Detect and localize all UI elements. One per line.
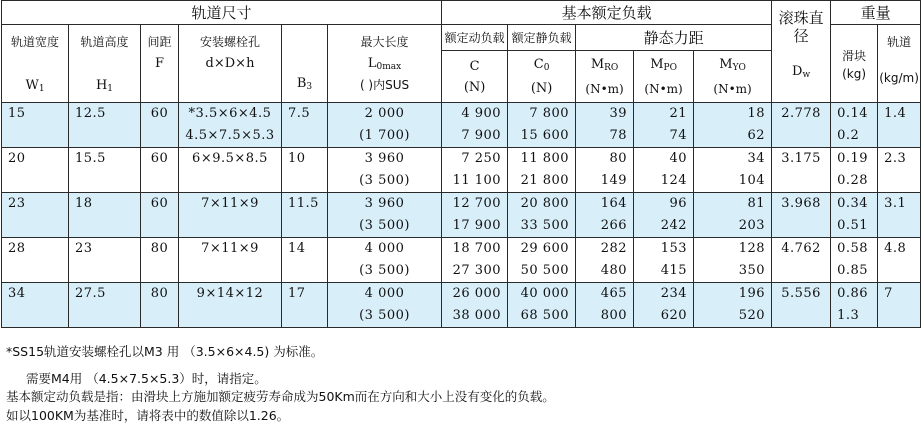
cell-moment-ro — [576, 193, 634, 238]
cell-ball-diameter-spacer — [772, 125, 830, 147]
cell-moment-ro-line-2: 800 — [600, 308, 628, 323]
table-body — [2, 103, 921, 328]
table-row — [2, 148, 921, 193]
cell-moment-yo-line-1: 81 — [747, 196, 766, 211]
cell-max-length-line-1: 4 000 — [364, 286, 405, 301]
col-rail-weight — [878, 25, 921, 103]
cell-rail-height-value: 23 — [75, 241, 93, 256]
cell-rail-weight — [878, 193, 921, 238]
cell-dynamic-load-line-1: 26 000 — [452, 286, 502, 301]
cell-moment-po-line-2: 415 — [660, 263, 688, 278]
cell-dynamic-load-line-1: 4 900 — [461, 106, 502, 121]
cell-max-length — [328, 283, 442, 328]
cell-moment-yo-line-1: 196 — [738, 286, 766, 301]
cell-static-load — [508, 238, 576, 283]
cell-pitch-spacer — [141, 170, 178, 192]
cell-static-load-line-1: 29 600 — [520, 241, 570, 256]
cell-dynamic-load-line-1: 18 700 — [452, 241, 502, 256]
cell-moment-yo-line-1: 34 — [747, 151, 766, 166]
cell-moment-yo-line-1: 18 — [747, 106, 766, 121]
cell-b3-value: 7.5 — [288, 106, 311, 121]
col-static-load-label: 额定静负载 — [508, 25, 576, 51]
cell-b3 — [282, 238, 328, 283]
cell-rail-width — [2, 148, 69, 193]
cell-block-weight-line-2: 1.3 — [837, 308, 860, 323]
cell-moment-po-line-1: 153 — [660, 241, 688, 256]
cell-rail-weight-value: 4.8 — [884, 241, 907, 256]
cell-moment-yo — [694, 283, 772, 328]
cell-pitch-spacer — [141, 260, 178, 282]
cell-rail-height — [69, 103, 141, 148]
cell-block-weight-line-1: 0.34 — [837, 196, 869, 211]
cell-ball-diameter-spacer — [772, 215, 830, 237]
dynamic-load-unit: (N) — [463, 79, 486, 95]
cell-static-load-line-2: 21 800 — [520, 173, 570, 188]
static-load-symbol: $C_0$ — [533, 57, 550, 73]
bolt-hole-label: 安装螺栓孔 — [199, 35, 260, 49]
cell-rail-weight-spacer — [884, 125, 920, 147]
pitch-symbol: F — [154, 56, 165, 71]
cell-rail-weight-value: 3.1 — [884, 196, 907, 211]
cell-moment-yo-line-1: 128 — [738, 241, 766, 256]
cell-bolt-hole — [179, 193, 282, 238]
cell-pitch-value: 80 — [150, 286, 169, 301]
cell-b3-value: 17 — [288, 286, 306, 301]
moment-ro-cell — [576, 51, 634, 103]
cell-moment-po-line-2: 242 — [660, 218, 688, 233]
cell-rail-height-spacer — [75, 260, 140, 282]
block-weight-label: 滑块 — [842, 49, 867, 63]
cell-bolt-hole-value: 9×14×12 — [196, 286, 264, 301]
cell-pitch — [141, 238, 179, 283]
cell-static-load-line-1: 40 000 — [520, 286, 570, 301]
cell-max-length-line-1: 2 000 — [364, 106, 405, 121]
cell-moment-yo-line-2: 104 — [738, 173, 766, 188]
cell-moment-po-line-1: 21 — [669, 106, 688, 121]
cell-moment-ro — [576, 238, 634, 283]
cell-moment-po-line-1: 96 — [669, 196, 688, 211]
cell-ball-diameter-value: 5.556 — [781, 286, 821, 301]
cell-max-length — [328, 193, 442, 238]
cell-max-length-line-1: 4 000 — [364, 241, 405, 256]
cell-static-load-line-2: 15 600 — [520, 128, 570, 143]
col-block-weight — [831, 25, 878, 103]
cell-ball-diameter — [772, 148, 831, 193]
cell-max-length — [328, 148, 442, 193]
cell-rail-width-value: 28 — [8, 241, 26, 256]
cell-pitch-value: 60 — [150, 151, 169, 166]
cell-ball-diameter-value: 3.175 — [781, 151, 821, 166]
cell-pitch — [141, 193, 179, 238]
cell-b3-spacer — [288, 215, 327, 237]
cell-moment-yo — [694, 103, 772, 148]
cell-rail-height — [69, 193, 141, 238]
cell-ball-diameter-value: 3.968 — [781, 196, 821, 211]
group-rail-dimensions: 轨道尺寸 — [2, 1, 442, 25]
cell-bolt-hole — [179, 148, 282, 193]
cell-dynamic-load-line-2: 38 000 — [452, 308, 502, 323]
cell-rail-weight-spacer — [884, 305, 920, 327]
cell-ball-diameter — [772, 193, 831, 238]
moment-po-symbol: $M_{PO}$ — [650, 57, 677, 73]
cell-bolt-hole — [179, 283, 282, 328]
note-m4-request: 需要M4用 （4.5×7.5×5.3）时，请指定。 — [26, 370, 267, 386]
b3-symbol: $B_3$ — [296, 76, 313, 92]
cell-dynamic-load — [442, 148, 508, 193]
cell-moment-po — [634, 103, 694, 148]
cell-block-weight — [831, 283, 878, 328]
cell-block-weight — [831, 193, 878, 238]
rail-spec-table — [1, 0, 921, 328]
cell-rail-width — [2, 283, 69, 328]
cell-static-load — [508, 103, 576, 148]
cell-rail-height-spacer — [75, 125, 140, 147]
cell-ball-diameter-value: 4.762 — [781, 241, 821, 256]
cell-ball-diameter — [772, 103, 831, 148]
cell-rail-width-value: 23 — [8, 196, 26, 211]
static-load-unit: (N) — [530, 81, 553, 96]
table-row — [2, 283, 921, 328]
col-dynamic-load-label: 额定动负载 — [442, 25, 508, 51]
moment-ro-unit: (N•m) — [585, 82, 624, 96]
col-rail-width — [2, 25, 69, 103]
notes — [6, 343, 555, 425]
rail-width-symbol: $W_1$ — [25, 78, 45, 94]
cell-ball-diameter — [772, 238, 831, 283]
cell-dynamic-load — [442, 193, 508, 238]
cell-static-load — [508, 148, 576, 193]
cell-pitch — [141, 283, 179, 328]
cell-moment-yo-line-2: 350 — [738, 263, 766, 278]
cell-rail-height-spacer — [75, 170, 140, 192]
cell-rail-weight-value: 7 — [884, 286, 893, 301]
cell-static-load-line-2: 50 500 — [520, 263, 570, 278]
cell-bolt-hole-value: 7×11×9 — [201, 196, 259, 211]
cell-ball-diameter-spacer — [772, 260, 830, 282]
cell-b3 — [282, 148, 328, 193]
rail-height-label: 轨道高度 — [80, 35, 129, 49]
group-weight: 重量 — [831, 1, 921, 25]
cell-block-weight-line-1: 0.14 — [837, 106, 869, 121]
cell-rail-weight — [878, 238, 921, 283]
note-load-definition: 基本额定动负载是指：由滑块上方施加额定疲劳寿命成为50Km而在方向和大小上没有变化的负载。 — [6, 389, 555, 404]
cell-bolt-hole — [179, 238, 282, 283]
cell-dynamic-load-line-1: 7 250 — [461, 151, 502, 166]
cell-max-length-line-2: (3 500) — [359, 218, 410, 233]
cell-rail-width — [2, 103, 69, 148]
cell-max-length-line-1: 3 960 — [364, 196, 405, 211]
cell-block-weight-line-2: 0.51 — [837, 218, 869, 233]
cell-max-length — [328, 238, 442, 283]
max-length-label: 最大长度 — [360, 35, 409, 49]
moment-po-cell — [634, 51, 694, 103]
cell-moment-ro-line-1: 164 — [600, 196, 628, 211]
cell-rail-width-value: 20 — [8, 151, 26, 166]
block-weight-unit: (kg) — [842, 67, 867, 81]
cell-rail-width-spacer — [8, 125, 68, 147]
cell-rail-weight — [878, 148, 921, 193]
moment-yo-cell — [694, 51, 772, 103]
ball-diameter-label: 滚珠直径 — [778, 9, 824, 45]
cell-rail-width — [2, 238, 69, 283]
cell-max-length-line-2: (3 500) — [359, 173, 410, 188]
cell-rail-height-value: 27.5 — [75, 286, 106, 301]
moment-yo-symbol: $M_{YO}$ — [719, 57, 746, 73]
cell-ball-diameter-value: 2.778 — [781, 106, 821, 121]
pitch-label: 间距 — [147, 35, 172, 49]
cell-static-load-line-1: 7 800 — [529, 106, 570, 121]
col-b3 — [282, 25, 328, 103]
cell-block-weight — [831, 103, 878, 148]
cell-dynamic-load-line-2: 27 300 — [452, 263, 502, 278]
cell-moment-po — [634, 148, 694, 193]
cell-pitch-value: 80 — [150, 241, 169, 256]
bolt-hole-symbol: d×D×h — [205, 56, 255, 71]
cell-pitch — [141, 148, 179, 193]
cell-dynamic-load — [442, 103, 508, 148]
cell-rail-height-spacer — [75, 215, 140, 237]
col-rail-height — [69, 25, 141, 103]
cell-rail-height-spacer — [75, 305, 140, 327]
col-bolt-hole — [179, 25, 282, 103]
cell-pitch-value: 60 — [150, 106, 169, 121]
cell-moment-po-line-2: 620 — [660, 308, 688, 323]
moment-ro-symbol: $M_{RO}$ — [590, 57, 619, 73]
cell-block-weight-line-1: 0.58 — [837, 241, 869, 256]
moment-yo-unit: (N•m) — [713, 82, 752, 96]
cell-moment-ro — [576, 283, 634, 328]
cell-pitch-spacer — [141, 305, 178, 327]
cell-max-length-line-2: (1 700) — [359, 128, 410, 143]
cell-max-length-line-2: (3 500) — [359, 308, 410, 323]
cell-moment-po — [634, 238, 694, 283]
cell-bolt-hole-value: 6×9.5×8.5 — [192, 151, 268, 166]
cell-rail-weight-spacer — [884, 260, 920, 282]
cell-moment-yo — [694, 193, 772, 238]
cell-rail-width-value: 34 — [8, 286, 26, 301]
rail-weight-label: 轨道 — [887, 35, 912, 49]
cell-rail-width-spacer — [8, 170, 68, 192]
cell-bolt-hole-line-2: 4.5×7.5×5.3 — [185, 128, 275, 143]
cell-rail-width-spacer — [8, 305, 68, 327]
cell-moment-ro — [576, 148, 634, 193]
cell-bolt-hole-value: 7×11×9 — [201, 241, 259, 256]
cell-bolt-hole — [179, 103, 282, 148]
cell-static-load-line-1: 11 800 — [520, 151, 570, 166]
cell-rail-width-spacer — [8, 215, 68, 237]
cell-moment-po — [634, 193, 694, 238]
group-basic-load: 基本额定负载 — [442, 1, 772, 25]
cell-pitch-value: 60 — [150, 196, 169, 211]
cell-moment-ro-line-1: 80 — [609, 151, 628, 166]
cell-b3-spacer — [288, 260, 327, 282]
cell-b3-spacer — [288, 305, 327, 327]
cell-static-load-line-2: 33 500 — [520, 218, 570, 233]
cell-bolt-hole-spacer — [179, 260, 281, 282]
cell-max-length — [328, 103, 442, 148]
cell-ball-diameter-spacer — [772, 170, 830, 192]
cell-block-weight-line-1: 0.86 — [837, 286, 869, 301]
cell-rail-height — [69, 148, 141, 193]
dynamic-load-symbol: C — [469, 58, 480, 74]
ball-diameter-symbol: $D_w$ — [792, 64, 811, 80]
cell-ball-diameter-spacer — [772, 305, 830, 327]
cell-block-weight — [831, 148, 878, 193]
cell-rail-weight-value: 2.3 — [884, 151, 907, 166]
cell-pitch — [141, 103, 179, 148]
cell-b3-spacer — [288, 125, 327, 147]
cell-moment-ro-line-2: 78 — [609, 128, 628, 143]
cell-moment-yo-line-2: 203 — [738, 218, 766, 233]
cell-moment-ro-line-2: 266 — [600, 218, 628, 233]
cell-b3-value: 10 — [288, 151, 306, 166]
col-ball-diameter — [772, 1, 831, 103]
cell-rail-width — [2, 193, 69, 238]
cell-bolt-hole-spacer — [179, 305, 281, 327]
cell-b3 — [282, 193, 328, 238]
note-bolt-standard: *SS15轨道安装螺栓孔以M3 用 （3.5×6×4.5) 为标准。 — [6, 344, 324, 359]
cell-dynamic-load-line-1: 12 700 — [452, 196, 502, 211]
cell-block-weight-line-2: 0.28 — [837, 173, 869, 188]
cell-ball-diameter — [772, 283, 831, 328]
static-load-symbol-cell — [508, 51, 576, 103]
cell-rail-weight-value: 1.4 — [884, 106, 907, 121]
cell-rail-width-value: 15 — [8, 106, 26, 121]
cell-b3-value: 11.5 — [288, 196, 319, 211]
cell-moment-ro-line-1: 465 — [600, 286, 628, 301]
col-static-moment-label: 静态力距 — [576, 25, 772, 51]
note-100km-conversion: 如以100KM为基准时，请将表中的数值除以1.26。 — [6, 407, 290, 423]
cell-rail-height-value: 15.5 — [75, 151, 106, 166]
cell-moment-ro-line-2: 149 — [600, 173, 628, 188]
table-row — [2, 193, 921, 238]
rail-height-symbol: $H_1$ — [95, 78, 114, 94]
table-row — [2, 103, 921, 148]
cell-moment-po-line-1: 40 — [669, 151, 688, 166]
rail-weight-unit: (kg/m) — [879, 71, 919, 85]
cell-b3-spacer — [288, 170, 327, 192]
cell-rail-height — [69, 238, 141, 283]
cell-moment-po-line-2: 124 — [660, 173, 688, 188]
cell-bolt-hole-spacer — [179, 215, 281, 237]
moment-po-unit: (N•m) — [644, 82, 683, 96]
cell-pitch-spacer — [141, 215, 178, 237]
cell-rail-weight — [878, 283, 921, 328]
cell-max-length-line-2: (3 500) — [359, 263, 410, 278]
cell-static-load-line-2: 68 500 — [520, 308, 570, 323]
cell-static-load-line-1: 20 800 — [520, 196, 570, 211]
cell-rail-height — [69, 283, 141, 328]
cell-rail-height-value: 18 — [75, 196, 93, 211]
cell-moment-ro-line-1: 39 — [609, 106, 628, 121]
cell-max-length-line-1: 3 960 — [364, 151, 405, 166]
cell-moment-yo-line-2: 62 — [747, 128, 766, 143]
col-pitch — [141, 25, 179, 103]
cell-rail-width-spacer — [8, 260, 68, 282]
cell-block-weight-line-2: 0.85 — [837, 263, 869, 278]
table-row — [2, 238, 921, 283]
table-header — [2, 1, 921, 103]
max-length-note: ( )内SUS — [359, 78, 410, 92]
cell-static-load — [508, 283, 576, 328]
col-max-length — [328, 25, 442, 103]
cell-rail-weight — [878, 103, 921, 148]
cell-moment-ro-line-2: 480 — [600, 263, 628, 278]
cell-dynamic-load-line-2: 7 900 — [461, 128, 502, 143]
cell-rail-weight-spacer — [884, 215, 920, 237]
cell-pitch-spacer — [141, 125, 178, 147]
cell-static-load — [508, 193, 576, 238]
cell-dynamic-load — [442, 283, 508, 328]
cell-dynamic-load-line-2: 17 900 — [452, 218, 502, 233]
cell-bolt-hole-spacer — [179, 170, 281, 192]
cell-rail-weight-spacer — [884, 170, 920, 192]
cell-bolt-hole-line-1: *3.5×6×4.5 — [188, 106, 272, 121]
cell-b3 — [282, 103, 328, 148]
cell-moment-po-line-2: 74 — [669, 128, 688, 143]
cell-moment-yo-line-2: 520 — [738, 308, 766, 323]
cell-rail-height-value: 12.5 — [75, 106, 106, 121]
dynamic-load-symbol-cell — [442, 51, 508, 103]
cell-dynamic-load — [442, 238, 508, 283]
cell-b3-value: 14 — [288, 241, 306, 256]
cell-moment-ro-line-1: 282 — [600, 241, 628, 256]
cell-b3 — [282, 283, 328, 328]
cell-moment-po — [634, 283, 694, 328]
cell-moment-yo — [694, 148, 772, 193]
cell-moment-yo — [694, 238, 772, 283]
cell-block-weight-line-2: 0.2 — [837, 128, 860, 143]
cell-block-weight — [831, 238, 878, 283]
max-length-symbol: $L_{0max}$ — [367, 56, 402, 72]
rail-width-label: 轨道宽度 — [10, 35, 59, 49]
cell-block-weight-line-1: 0.19 — [837, 151, 869, 166]
cell-dynamic-load-line-2: 11 100 — [452, 173, 502, 188]
cell-moment-ro — [576, 103, 634, 148]
cell-moment-po-line-1: 234 — [660, 286, 688, 301]
